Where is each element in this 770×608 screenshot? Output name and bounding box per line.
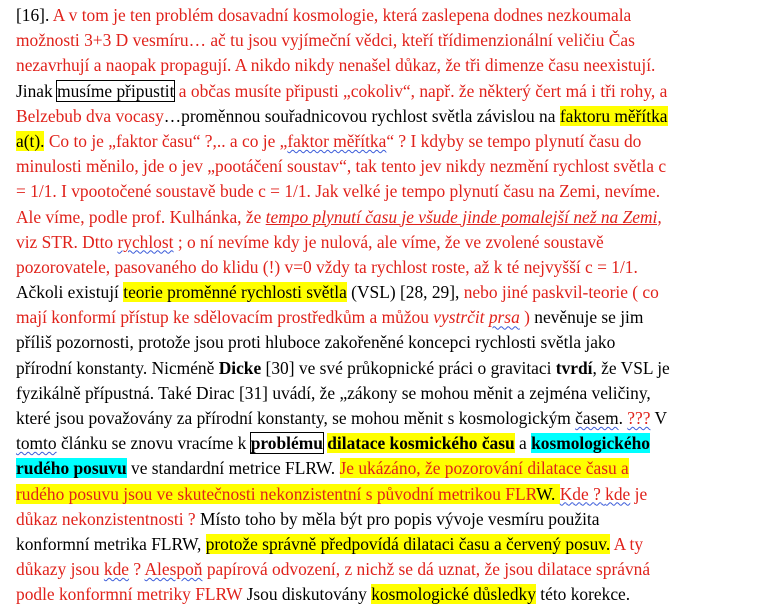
line-8: = 1/1. I vpootočené soustavě bude c = 1/1. Jak velké je tempo plynutí času na Zemi, nevíme.: [16, 181, 661, 202]
highlight-vsl: teorie proměnné rychlosti světla: [123, 282, 347, 303]
line-13: mají konformí přístup ke sdělovacím prostředkům a můžou vystrčit prsa ) nevěnuje se jim: [16, 307, 644, 328]
line-1: [16]. A v tom je ten problém dosavadní kosmologie, která zaslepena dodnes nezkoumala: [16, 5, 632, 25]
line-3: nezavrhují a naopak propagují. A nikdo nikdy nenašel důkaz, že tři dimenze času neexistují.: [16, 55, 656, 76]
line-16: fyzikálně přípustná. Také Dirac [31] uvádí, že „zákony se mohou měnit a zejména veličiny,: [16, 382, 651, 403]
highlight-faktor-meritka: faktoru měřítka: [559, 105, 668, 126]
line-4: Jinak musíme připustit a občas musíte připusti „cokoliv“, např. že některý čert má i tři rohy, a: [16, 80, 668, 101]
line-23: důkazy jsou kde ? Alespoň papírová odvození, z nichž se dá uznat, že jsou dilatace správná: [16, 559, 651, 580]
highlight-rudeho-posuvu: rudého posuvu: [16, 458, 127, 479]
line-24: podle konformní metriky FLRW Jsou diskutovány kosmologické důsledky této korekce.: [16, 584, 631, 605]
line-19: rudého posuvu ve standardní metrice FLRW. Je ukázáno, že pozorování dilatace času a: [16, 458, 629, 479]
line-15: přírodní konstanty. Nicméně Dicke [30] ve své průkopnické práci o gravitaci tvrdí, že VSL je: [16, 357, 670, 378]
line-6: a(t). Co to je „faktor času“ ?,.. a co je „faktor měřítka“ ? I kdyby se tempo plynutí času do: [16, 130, 642, 151]
line-20: rudého posuvu jsou ve skutečnosti nekonzistentní s původní metrikou FLRW. Kde ? kde je: [16, 483, 648, 504]
line-17: které jsou považovány za přírodní konstanty, se mohou měnit s kosmologickým časem. ??? V: [16, 408, 668, 428]
boxed-phrase: musíme připustit: [57, 80, 175, 101]
line-22: konformní metrika FLRW, protože správně předpovídá dilataci času a červený posuv. A ty: [16, 533, 644, 554]
line-11: pozorovatele, pasovaného do klidu (!) v=0 vždy ta rychlost roste, až k té nejvyšší c = 1/1.: [16, 256, 638, 277]
line-9: Ale víme, podle prof. Kulhánka, že tempo plynutí času je všude jinde pomalejší než na Zemi,: [16, 206, 662, 227]
line-7: minulosti měnilo, jde o jev „pootáčení soustav“, tak tento jev nikdy nezmění rychlost světla c: [16, 156, 667, 177]
line-10: viz STR. Dtto rychlost ; o ní nevíme kdy je nulová, ale víme, že ve zvolené soustavě: [16, 231, 604, 252]
line-5: Belzebub dva vocasy…proměnnou souřadnicovou rychlost světla závislou na faktoru měřítka: [16, 105, 668, 126]
highlight-kosmologickeho: kosmologického: [531, 433, 650, 454]
line-14: příliš pozornosti, protože jsou proti hluboce zakořeněné koncepci rychlosti světla jako: [16, 332, 616, 353]
line-2: možnosti 3+3 D vesmíru… ač tu jsou vyjímeční vědci, kteří třídimenzionální veličiu Čas: [16, 30, 635, 51]
line-12: Ačkoli existují teorie proměnné rychlosti světla (VSL) [28, 29], nebo jiné paskvil-teorie ( co: [16, 282, 659, 303]
highlight-dilatace: dilatace kosmického času: [327, 433, 515, 454]
line-21: důkaz nekonzistentnosti ? Místo toho by měla být pro popis vývoje vesmíru použita: [16, 508, 600, 529]
boxed-problemu: problému: [250, 433, 323, 454]
line-18: tomto článku se znovu vracíme k problému dilatace kosmického času a kosmologického: [16, 433, 650, 454]
